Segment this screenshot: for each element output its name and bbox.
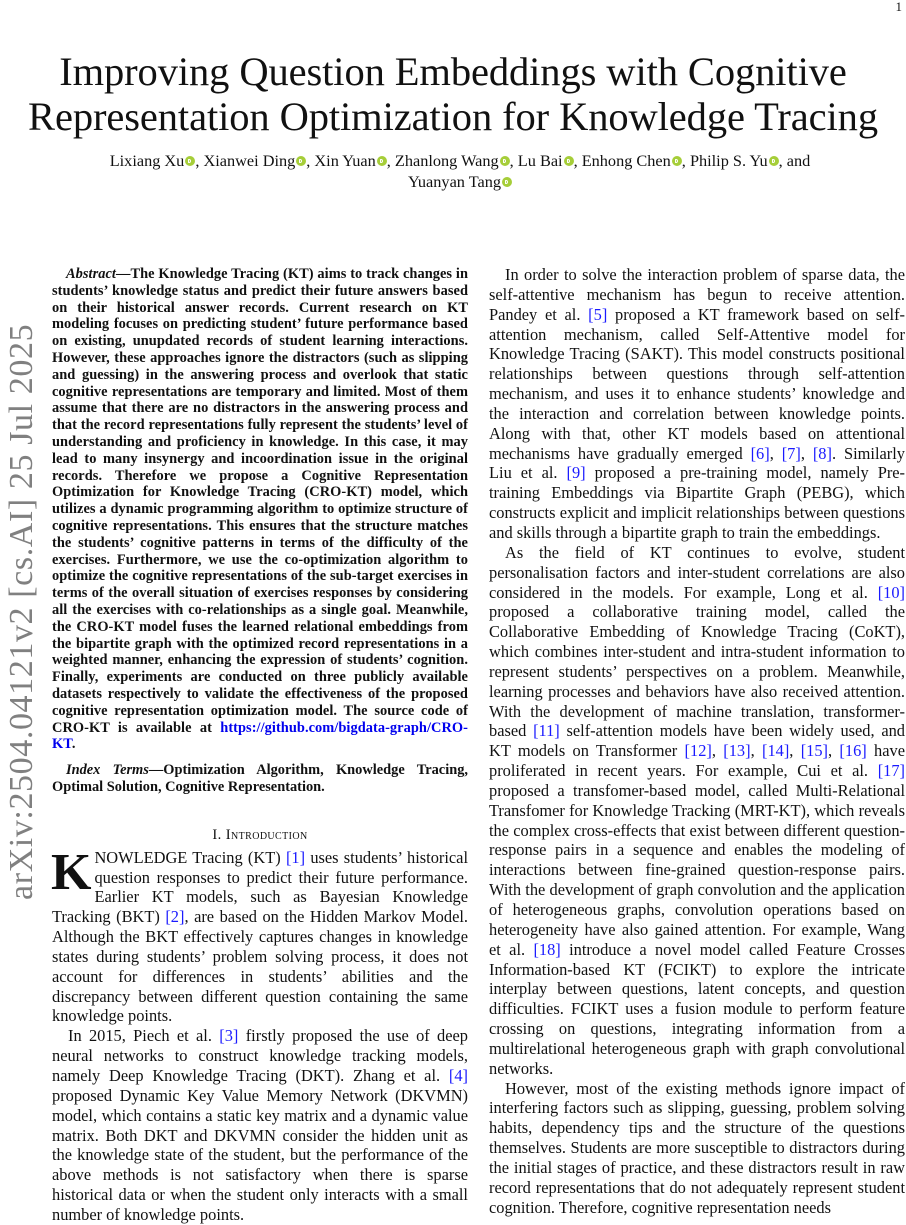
body-paragraph [489,543,905,1079]
paragraph-text: , [828,741,840,761]
citation-link[interactable]: [17] [877,761,905,781]
citation-link[interactable]: [18] [533,939,561,959]
paragraph-text: proposed a KT framework based on self-attention mechanism, called Self-Attentive model for Knowledge Tracing (SAKT). This model constructs positional relationships between questions through self-attention mechanism, and uses it to enhance students’ knowledge and the interaction and correlation between knowledge points. Along with that, other KT models based on attentional mechanisms have gradually emerged [489,304,905,463]
author-name: Yuanyan Tang [407,172,502,191]
paragraph-text: , [800,443,813,463]
orcid-icon[interactable] [185,156,195,166]
author-list: Lixiang Xu , Xianwei Ding , Xin Yuan , Zhanlong Wang , Lu Bai , Enhong Chen , Philip S. Yu , and Yuanyan Tang [109,151,811,191]
abstract-dash: — [115,266,131,282]
body-paragraph [51,843,469,1027]
paragraph-text: . Similarly Liu et al. [489,443,905,483]
citation-link[interactable]: [3] [219,1026,239,1046]
left-column [52,266,468,1225]
author-name: Lixiang Xu [109,151,185,170]
body-paragraph [52,1026,468,1224]
citation-link[interactable]: [1] [285,847,306,867]
arxiv-stamp: arXiv:2504.04121v2 [cs.AI] 25 Jul 2025 [3,323,40,900]
citation-link[interactable]: [7] [781,443,801,463]
paragraph-text: firstly proposed the use of deep neural networks to construct knowledge tracking models, namely Deep Knowledge Tracing (DKT). Zhang et al. [52,1026,468,1085]
citation-link[interactable]: [8] [812,443,832,463]
body-paragraph [489,1079,905,1218]
paragraph-text: proposed a collaborative training model, called the Collaborative Embedding of Knowledge Tracing (CoKT), which combines inter-student and intra-student information to represent students’ perspectives on a problem. Meanwhile, learning processes and behaviors have also received attention. With the development of machine translation, transformer-based [489,602,905,741]
paragraph-text: have proliferated in recent years. For example, Cui et al. [489,741,905,781]
citation-link[interactable]: [12] [684,741,712,761]
source-code-link[interactable]: https://github.com/bigdata-graph/CRO-KT [52,719,468,753]
author-name: Lu Bai [517,151,563,170]
paragraph-text: , are based on the Hidden Markov Model. Although the BKT effectively captures changes in knowledge states during students’ problem solving process, it does not account for differences in students’ abilities and the discrepancy between different question containing the same knowledge points. [52,907,468,1026]
paragraph-text: introduce a novel model called Feature Crosses Information-based KT (FCIKT) to explore the intricate interplay between questions, latent concepts, and question difficulties. FCIKT uses a fusion module to perform feature crossing on questions, integrating information from a multirelational heterogeneous graph with graph convolutional networks. [489,939,906,1078]
index-terms-dash: — [148,762,164,779]
author-name: Zhanlong Wang [394,151,499,170]
abstract [52,266,468,753]
title-line-1: Improving Question Embeddings with Cognitive [59,49,847,94]
paragraph-text: proposed a transfomer-based model, called Multi-Relational Transfomer for Knowledge Tracking (MRT-KT), which reveals the complex cross-effects that exist between different question-response pairs in a sequence and enables the modeling of interactions between fine-grained question-response pairs. With the development of graph convolution and the application of heterogeneous graphs, convolution operations based on heterogeneity have also gained attention. For example, Wang et al. [489,780,905,959]
citation-link[interactable]: [14] [761,741,790,761]
paragraph-text: In order to solve the interaction problem of sparse data, the self-attentive mechanism has begun to receive attention. Pandey et al. [489,265,905,324]
author-name: Philip S. Yu [689,151,768,170]
orcid-icon[interactable] [296,156,306,166]
citation-link[interactable]: [16] [839,741,867,761]
index-terms-label: Index Terms [66,762,149,779]
paragraph-text: However, most of the existing methods ignore impact of interfering factors such as slipping, guessing, problem solving habits, dependency tips and the structure of the questions themselves. Students are more susceptible to distractors during the initial stages of practice, and these distractors result in raw record representations that do not adequately represent student cognition. Therefore, cognitive representation needs [489,1078,905,1217]
paragraph-text: In 2015, Piech et al. [68,1026,220,1046]
lead-in-text: NOWLEDGE [94,847,188,867]
paragraph-text: proposed Dynamic Key Value Memory Network (DKVMN) model, which contains a static key matrix and a dynamic value matrix. Both DKT and DKVMN consider the hidden unit as the knowledge state of the student, but the performance of the above methods is not satisfactory when there is sparse historical data or when the student only interacts with a small number of knowledge points. [52,1085,468,1224]
paragraph-text: self-attention models have been widely used, and KT models on Transformer [489,721,905,761]
abstract-end: . [71,736,76,753]
orcid-icon[interactable] [672,156,682,166]
paragraph-text: , [789,741,801,761]
author-name: Xianwei Ding [203,151,296,170]
right-column [489,265,905,1218]
paragraph-text: , [750,741,762,761]
paragraph-text: Tracing (KT) [187,847,286,867]
body-paragraph [489,265,905,543]
paragraph-text: proposed a pre-training model, namely Pre-training Embeddings via Bipartite Graph (PEBG), which constructs explicit and implicit relationships between questions and skills through a bipartite graph to train the embeddings. [489,463,906,542]
drop-cap: K [51,843,92,901]
citation-link[interactable]: [15] [800,741,829,761]
citation-link[interactable]: [9] [566,463,586,483]
citation-link[interactable]: [5] [588,304,608,324]
author-name: Enhong Chen [581,151,671,170]
introduction-body-right [489,265,905,1218]
citation-link[interactable]: [11] [533,721,560,741]
citation-link[interactable]: [10] [877,582,905,602]
orcid-icon[interactable] [502,177,512,187]
orcid-icon[interactable] [564,156,574,166]
introduction-body-left [51,843,469,1225]
title-line-2: Representation Optimization for Knowledge Tracing [28,94,878,139]
orcid-icon[interactable] [769,156,779,166]
page-number: 1 [895,0,902,14]
paragraph-text: uses students’ historical question responses to predict their future performance. Earlier KT models, such as Bayesian Knowledge Tracking (BKT) [52,847,469,927]
citation-link[interactable]: [13] [723,741,751,761]
author-name: Xin Yuan [314,151,376,170]
abstract-label: Abstract [66,266,116,282]
paragraph-text: , [711,741,724,761]
paragraph-text: , [769,443,782,463]
citation-link[interactable]: [2] [165,907,185,927]
orcid-icon[interactable] [500,156,510,166]
index-terms [52,762,468,796]
orcid-icon[interactable] [377,156,387,166]
paper-title [0,49,906,139]
index-terms-text: Optimization Algorithm, Knowledge Tracing, Optimal Solution, Cognitive Representation. [52,762,468,795]
citation-link[interactable]: [4] [448,1065,468,1085]
citation-link[interactable]: [6] [750,443,770,463]
abstract-text: The Knowledge Tracing (KT) aims to track changes in students’ knowledge status and predict their future answers based on their historical answer records. Current research on KT modeling focuses on predicting student’ future performance based on existing, unupdated records of student learning interactions. However, these approaches ignore the distractors (such as slipping and guessing) in the answering process and overlook that static cognitive representations are temporary and limited. Most of them assume that there are no distractors in the answering process and that the record representations fully represent the students’ level of understanding and proficiency in knowledge. In this case, it may lead to many insynergy and incoordination issue in the original records. Therefore we propose a Cognitive Representation Optimization for Knowledge Tracing (CRO-KT) model, which utilizes a dynamic programming algorithm to optimize structure of cognitive representations. This ensures that the structure matches the students’ cognitive patterns in terms of the difficulty of the exercises. Furthermore, we use the co-optimization algorithm to optimize the cognitive representations of the sub-target exercises in terms of the overall situation of exercises responses by considering all the exercises with co-relationships as a single goal. Meanwhile, the CRO-KT model fuses the learned relational embeddings from the bipartite graph with the optimized record representations in a weighted manner, enhancing the expression of students’ cognition. Finally, experiments are conducted on three publicly available datasets respectively to validate the effectiveness of the proposed cognitive representation optimization model. The source code of CRO-KT is available at [52,266,468,736]
paragraph-text: As the field of KT continues to evolve, student personalisation factors and inter-student correlations are also considered in the models. For example, Long et al. [489,542,905,602]
section-heading-introduction: I. Introduction [212,826,308,843]
